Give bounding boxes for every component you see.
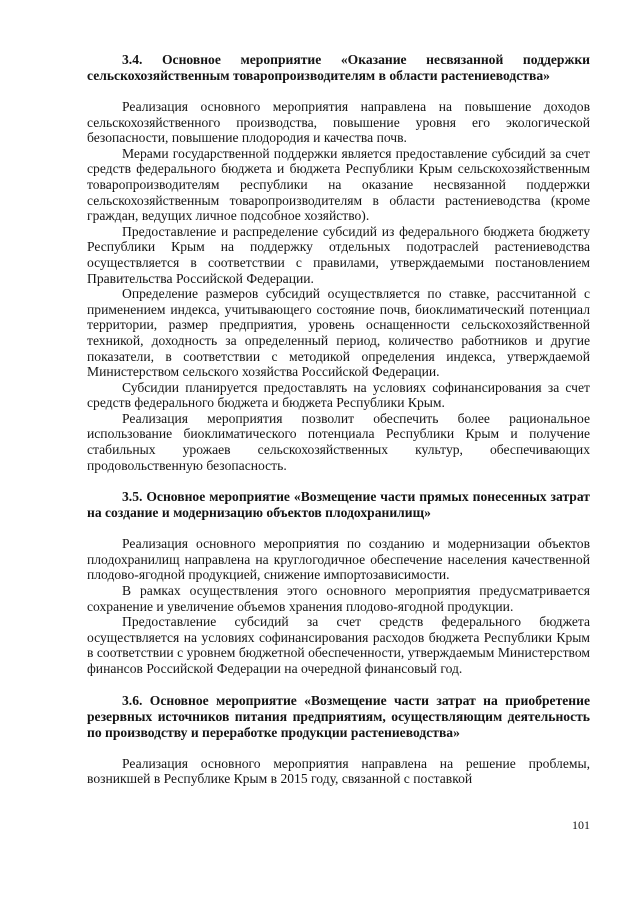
spacer <box>87 473 590 489</box>
paragraph: Реализация основного мероприятия направлена на повышение доходов сельскохозяйственного производства, повышение уровня его экологической безопасности, повышение плодородия и качества почв. <box>87 99 590 146</box>
paragraph: Реализация мероприятия позволит обеспечить более рациональное использование биоклиматического потенциала Республики Крым и получение стабильных урожаев сельскохозяйственных культур, обеспечивающих продовольственную безопасность. <box>87 410 590 473</box>
paragraph: Субсидии планируется предоставлять на условиях софинансирования за счет средств федерального бюджета и бюджета Республики Крым. <box>87 379 590 411</box>
paragraph: Реализация основного мероприятия направлена на решение проблемы, возникшей в Республике Крым в 2015 году, связанной с поставкой <box>87 755 590 787</box>
paragraph: Реализация основного мероприятия по созданию и модернизации объектов плодохранилищ направлена на круглогодичное обеспечение населения качественной плодово-ягодной продукцией, снижение импортозависимости. <box>87 536 590 583</box>
paragraph: Определение размеров субсидий осуществляется по ставке, рассчитанной с применением индекса, учитывающего состояние почв, биоклиматический потенциал территории, размер предприятия, уровень оснащенности сельскохозяйственной техникой, доходность за определенный период, количество работников и другие показатели, в соответствии с методикой определения индекса, утверждаемой Министерством сельского хозяйства Российской Федерации. <box>87 286 590 380</box>
section-heading: 3.5. Основное мероприятие «Возмещение части прямых понесенных затрат на создание и модернизацию объектов плодохранилищ» <box>87 489 590 521</box>
section-3-4 <box>87 52 590 473</box>
page-number: 101 <box>572 818 590 832</box>
paragraph: Мерами государственной поддержки является предоставление субсидий за счет средств федерального бюджета и бюджета Республики Крым сельскохозяйственным товаропроизводителям республики на оказание несвязанной поддержки сельскохозяйственным товаропроизводителям в области растениеводства (кроме граждан, ведущих личное подсобное хозяйство). <box>87 145 590 224</box>
section-3-6 <box>87 693 590 787</box>
paragraph: Предоставление субсидий за счет средств федерального бюджета осуществляется на условиях софинансирования расходов бюджета Республики Крым в соответствии с уровнем бюджетной обеспеченности, утверждаемым Министерством финансов Российской Федерации на очередной финансовый год. <box>87 614 590 676</box>
paragraph: Предоставление и распределение субсидий из федерального бюджета бюджету Республики Крым на поддержку отдельных подотраслей растениеводства осуществляется в соответствии с правилами, утверждаемыми постановлением Правительства Российской Федерации. <box>87 223 590 286</box>
paragraph: В рамках осуществления этого основного мероприятия предусматривается сохранение и увеличение объемов хранения плодово-ягодной продукции. <box>87 583 590 614</box>
spacer <box>87 677 590 693</box>
section-3-5 <box>87 489 590 676</box>
section-heading: 3.6. Основное мероприятие «Возмещение части затрат на приобретение резервных источников питания предприятиям, осуществляющим деятельность по производству и переработке продукции растениеводства» <box>87 692 590 740</box>
section-heading: 3.4. Основное мероприятие «Оказание несвязанной поддержки сельскохозяйственным товаропроизводителям в области растениеводства» <box>87 52 590 83</box>
